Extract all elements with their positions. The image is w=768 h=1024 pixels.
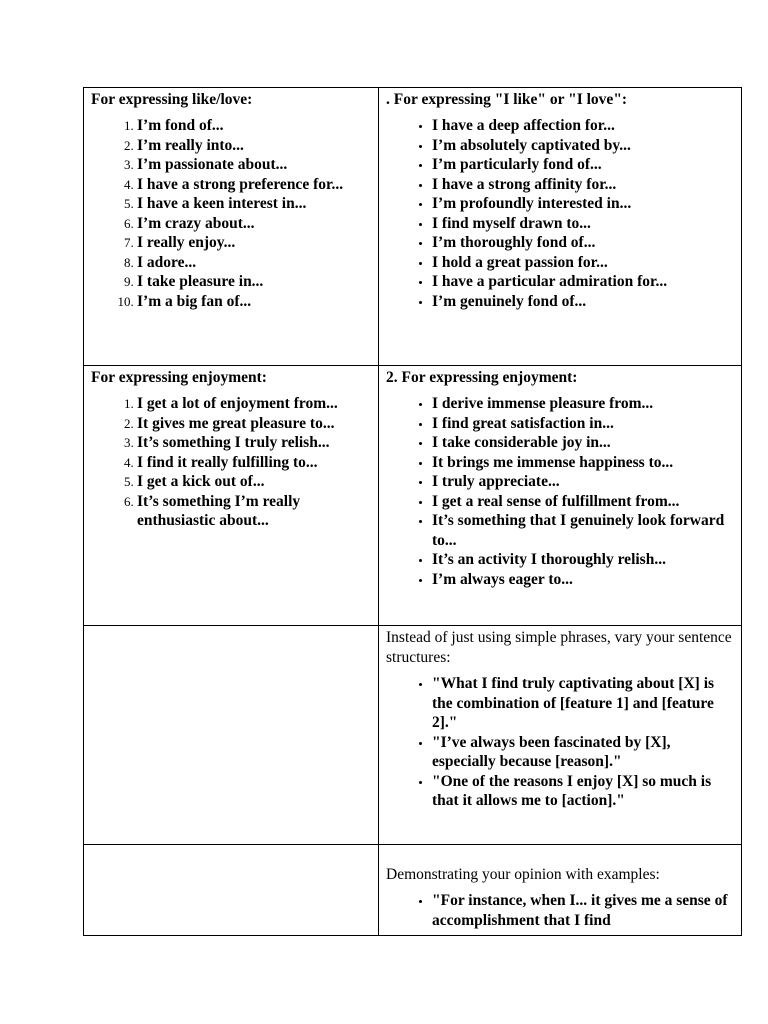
list-item: • I’m always eager to... [432,570,734,590]
sentence-structures-cell [379,626,742,845]
list-item: • It’s an activity I thoroughly relish... [432,550,734,570]
list-item: 10. I’m a big fan of... [137,292,371,312]
list-item: • I truly appreciate... [432,472,734,492]
enjoyment-cell [84,366,379,626]
cell-heading: 2. For expressing enjoyment: [386,369,578,386]
list-item: • I take considerable joy in... [432,433,734,453]
cell-intro: Demonstrating your opinion with examples: [386,866,660,883]
list-item: 1. I get a lot of enjoyment from... [137,394,371,414]
cell-heading: For expressing like/love: [91,91,253,108]
list-item: • It brings me immense happiness to... [432,453,734,473]
enjoyment-advanced-list [386,394,734,589]
list-item: 4. I find it really fulfilling to... [137,453,371,473]
empty-cell [84,845,379,936]
cell-heading: . For expressing "I like" or "I love": [386,91,628,108]
list-item: • I’m particularly fond of... [432,155,734,175]
list-item: • "I’ve always been fascinated by [X], especially because [reason]." [432,733,734,772]
list-item: 5. I have a keen interest in... [137,194,371,214]
table-row [84,88,742,366]
like-love-cell [84,88,379,366]
list-item: • "One of the reasons I enjoy [X] so much is that it allows me to [action]." [432,772,734,811]
list-item: • I have a deep affection for... [432,116,734,136]
sentence-structures-list [386,674,734,811]
list-item: 9. I take pleasure in... [137,272,371,292]
list-item: 5. I get a kick out of... [137,472,371,492]
list-item: • I’m genuinely fond of... [432,292,734,312]
i-like-i-love-list [386,116,734,311]
list-item: 6. It’s something I’m really enthusiastic about... [137,492,371,531]
list-item: • I’m thoroughly fond of... [432,233,734,253]
cell-heading: For expressing enjoyment: [91,369,267,386]
enjoyment-advanced-cell [379,366,742,626]
table-row [84,845,742,936]
list-item: • I’m profoundly interested in... [432,194,734,214]
enjoyment-list [91,394,371,531]
phrases-table [83,87,742,936]
table-row [84,366,742,626]
examples-list [386,891,734,930]
list-item: 2. It gives me great pleasure to... [137,414,371,434]
cell-intro: Instead of just using simple phrases, vary your sentence structures: [386,629,732,666]
list-item: • I have a particular admiration for... [432,272,734,292]
list-item: 4. I have a strong preference for... [137,175,371,195]
empty-cell [84,626,379,845]
list-item: • I find great satisfaction in... [432,414,734,434]
list-item: • "What I find truly captivating about [X] is the combination of [feature 1] and [feature 2]." [432,674,734,733]
list-item: • "For instance, when I... it gives me a sense of accomplishment that I find [432,891,734,930]
list-item: • It’s something that I genuinely look forward to... [432,511,734,550]
list-item: • I’m absolutely captivated by... [432,136,734,156]
list-item: 3. I’m passionate about... [137,155,371,175]
examples-cell [379,845,742,936]
list-item: 2. I’m really into... [137,136,371,156]
list-item: • I get a real sense of fulfillment from... [432,492,734,512]
list-item: • I derive immense pleasure from... [432,394,734,414]
list-item: 6. I’m crazy about... [137,214,371,234]
table-row [84,626,742,845]
list-item: • I find myself drawn to... [432,214,734,234]
list-item: 7. I really enjoy... [137,233,371,253]
list-item: 1. I’m fond of... [137,116,371,136]
list-item: 3. It’s something I truly relish... [137,433,371,453]
list-item: • I have a strong affinity for... [432,175,734,195]
list-item: • I hold a great passion for... [432,253,734,273]
list-item: 8. I adore... [137,253,371,273]
like-love-list [91,116,371,311]
i-like-i-love-cell [379,88,742,366]
